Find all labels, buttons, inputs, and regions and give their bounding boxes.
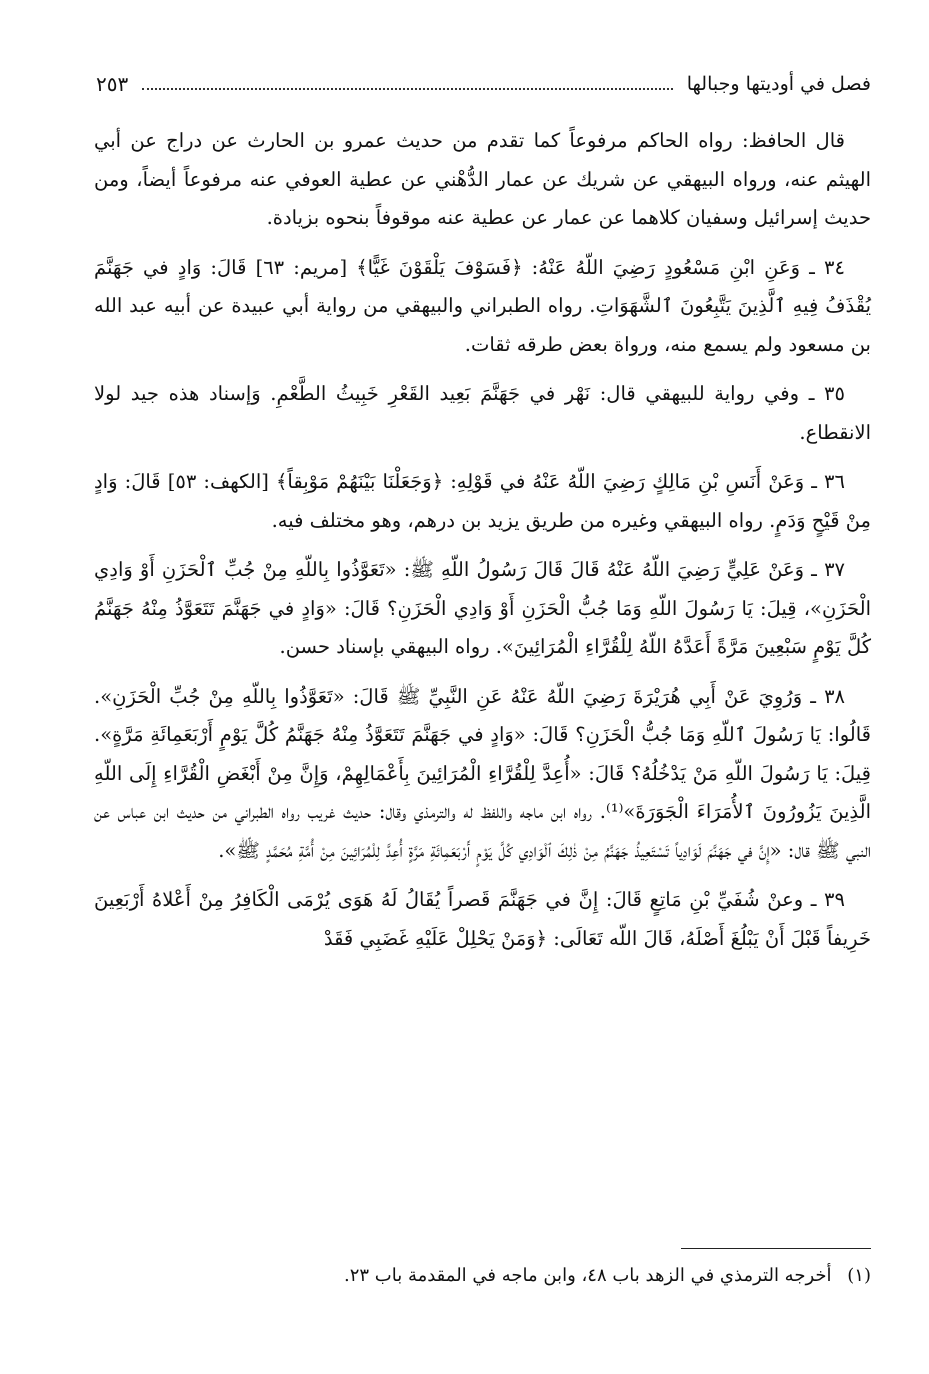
page-number: ٢٥٣ xyxy=(96,72,129,96)
hadith-35: ٣٥ ـ وفي رواية للبيهقي قال: نَهْر في جَهَنَّمَ بَعِيد القَعْرِ خَبِيثُ الطَّعْمِ. وَإسناد هذه جيد لولا الانقطاع. xyxy=(94,382,871,444)
section-title: فصل في أوديتها وجبالها xyxy=(686,73,871,95)
hadith-37: ٣٧ ـ وَعَنْ عَلِيٍّ رَضِيَ اللّهُ عَنْهُ قَالَ قَالَ رَسُولُ اللّهِ ﷺ: «تَعَوَّذُوا بِاللّهِ مِنْ جُبِّ ٱلْحَزَنِ أَوْ وَادِي الْحَزَنِ»، قِيلَ: يَا رَسُولَ اللّهِ وَمَا جُبُّ الْحَزَنِ أَوْ وَادِي الْحَزَنِ؟ قَالَ: «وَادٍ في جَهَنَّمَ تَتَعَوَّذُ مِنْهُ جَهَنَّمُ كُلَّ يَوْمٍ سَبْعِينَ مَرَّةً أَعَدَّهُ اللّهُ لِلْقُرَّاءِ الْمُرَائِينَ». رواه البيهقي بإسناد حسن. xyxy=(94,558,871,658)
dotted-leader xyxy=(142,78,673,90)
footnote xyxy=(94,1262,871,1290)
hadith-34: ٣٤ ـ وَعَنِ ابْنِ مَسْعُودٍ رَضِيَ اللّهُ عَنْهُ: ﴿فَسَوْفَ يَلْقَوْنَ غَيًّا﴾ [مريم: ٦٣] قَالَ: وَادٍ في جَهَنَّمَ يُقْذَفُ فِيهِ ٱلَّذِينَ يَتَّبِعُونَ ٱلشَّهَوَاتِ. رواه الطبراني والبيهقي من رواية أبي عبيدة عن أبيه عبد الله بن مسعود ولم يسمع منه، ورواة بعض طرقه ثقات. xyxy=(94,255,871,356)
running-head xyxy=(96,66,871,102)
body-text xyxy=(94,122,871,969)
footnote-separator xyxy=(681,1248,871,1249)
footnote-text: أخرجه الترمذي في الزهد باب ٤٨، وابن ماجه في المقدمة باب ٢٣. xyxy=(343,1265,832,1286)
footnote-marker: (١) xyxy=(847,1265,871,1286)
paragraph-hafiz-comment: قال الحافظ: رواه الحاكم مرفوعاً كما تقدم من حديث عمرو بن الحارث عن دراج عن أبي الهيثم عنه، ورواه البيهقي عن شريك عن عمار الدُّهْني عن عطية العوفي عنه مرفوعاً أيضاً، ومن حديث إسرائيل وسفيان كلاهما عن عمار عن عطية عنه موقوفاً بنحوه بزيادة. xyxy=(94,129,871,229)
hadith-38: ٣٨ ـ وَرُوِيَ عَنْ أَبِي هُرَيْرَةَ رَضِيَ اللّهُ عَنْهُ عَنِ النَّبِيِّ ﷺ قَالَ: «تَعَوَّذُوا بِاللّهِ مِنْ جُبِّ الْحَزَنِ». قَالُوا: يَا رَسُولَ ٱللّهِ وَمَا جُبُّ الْحَزَنِ؟ قَالَ: «وَادٍ في جَهَنَّمَ تَتَعَوَّذُ مِنْهُ جَهَنَّمُ كُلَّ يَوْمٍ أَرْبَعَمِائَةِ مَرَّةٍ». قِيلَ: يَا رَسُولَ اللّهِ مَنْ يَدْخُلُهُ؟ قَالَ: «أُعِدَّ لِلْقُرَّاءِ الْمُرَائِينَ بِأَعْمَالِهِمْ، وَإِنَّ مِنْ أَبْغَضِ الْقُرَّاءِ إِلَى اللّهِ الَّذِينَ يَزُورُونَ ٱلأُمَرَاءَ الْجَوَرَةَ»⁽¹⁾. رواه ابن ماجه واللفظ له والترمذي وقال: حديث غريب رواه الطبراني من حديث ابن عباس عن النبي ﷺ قال: «إِنَّ في جَهَنَّمَ لَوَادِياً تَسْتَعِيذُ جَهَنَّمُ مِنْ ذٰلِكَ ٱلْوَادِي كُلَّ يَوْمٍ أَرْبَعَمِائَةِ مَرَّةٍ أُعِدَّ لِلْمُرَائِينَ مِنْ أُمَّةِ مُحَمَّدٍ ﷺ». xyxy=(94,684,871,862)
hadith-39: ٣٩ ـ وعنْ شُفَيِّ بْنِ مَاتِعٍ قَالَ: إِنَّ في جَهَنَّمَ قَصراً يُقَالُ لَهُ هَوَى يُرْمَى الْكَافِرُ مِنْ أَعْلاهُ أَرْبَعِينَ خَرِيفاً قَبْلَ أَنْ يَبْلُغَ أَصْلَهُ، قَالَ اللّه تَعَالَى: ﴿وَمَنْ يَحْلِلْ عَلَيْهِ غَضَبِي فَقَدْ xyxy=(94,888,871,950)
hadith-36: ٣٦ ـ وَعَنْ أَنَسِ بْنِ مَالِكٍ رَضِيَ اللّهُ عَنْهُ في قَوْلِهِ: ﴿وَجَعَلْنَا بَيْنَهُمْ مَوْبِقاً﴾ [الكهف: ٥٣] قَالَ: وَادٍ مِنْ قَيْحٍ وَدَمٍ. رواه البيهقي وغيره من طريق يزيد بن درهم، وهو مختلف فيه. xyxy=(94,470,871,532)
